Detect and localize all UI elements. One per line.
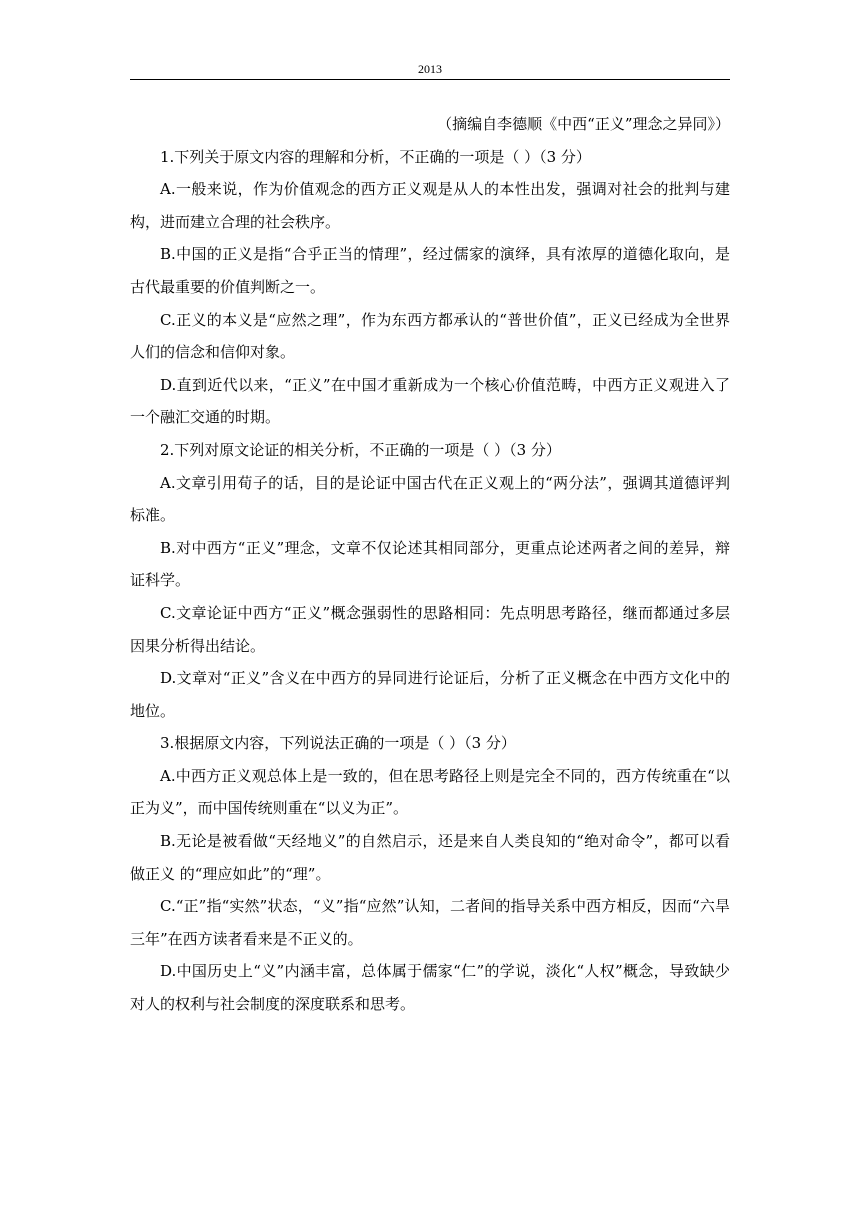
question-1-option-d: D.直到近代以来，“正义”在中国才重新成为一个核心价值范畴，中西方正义观进入了一个融汇交通的时期。 [130,375,730,427]
question-3-stem: 3.根据原文内容，下列说法正确的一项是（ ）（3 分） [160,734,516,753]
question-1-stem: 1.下列关于原文内容的理解和分析，不正确的一项是（ ）（3 分） [160,147,591,166]
question-2-stem: 2.下列对原文论证的相关分析，不正确的一项是（ ）（3 分） [160,440,561,459]
question-2-option-c: C.文章论证中西方“正义”概念强弱性的思路相同：先点明思考路径，继而都通过多层因果分析得出结论。 [130,603,730,655]
question-3-option-c: C.“正”指“实然”状态，“义”指“应然”认知，二者间的指导关系中西方相反，因而“六旱三年”在西方读者看来是不正义的。 [130,897,730,948]
source-citation: （摘编自李德顺《中西“正义”理念之异同》） [437,115,730,133]
question-3-option-a: A.中西方正义观总体上是一致的，但在思考路径上则是完全不同的，西方传统重在“以正为义”，而中国传统则重在“以义为正”。 [130,766,730,818]
question-1-option-c: C.正义的本义是“应然之理”，作为东西方都承认的“普世价值”，正义已经成为全世界人们的信念和信仰对象。 [130,310,730,362]
question-1-option-a: A.一般来说，作为价值观念的西方正义观是从人的本性出发，强调对社会的批判与建构，进而建立合理的社会秩序。 [130,180,730,231]
question-2-option-d: D.文章对“正义”含义在中西方的异同进行论证后，分析了正义概念在中西方文化中的地位。 [130,669,730,720]
page-header-year: 2013 [418,62,442,76]
question-3-option-d: D.中国历史上“义”内涵丰富，总体属于儒家“仁”的学说，淡化“人权”概念，导致缺少对人的权利与社会制度的深度联系和思考。 [130,962,730,1014]
question-1-option-b: B.中国的正义是指“合乎正当的情理”，经过儒家的演绎，具有浓厚的道德化取向，是古代最重要的价值判断之一。 [130,245,730,296]
document-body [130,108,730,1021]
question-2-option-b: B.对中西方“正义”理念，文章不仅论述其相同部分，更重点论述两者之间的差异，辩证科学。 [130,538,730,590]
question-3-option-b: B.无论是被看做“天经地义”的自然启示，还是来自人类良知的“绝对命令”，都可以看做正义 的“理应如此”的“理”。 [130,832,730,883]
header-rule [130,79,730,80]
question-2-option-a: A.文章引用荀子的话，目的是论证中国古代在正义观上的“两分法”，强调其道德评判标准。 [130,473,730,525]
